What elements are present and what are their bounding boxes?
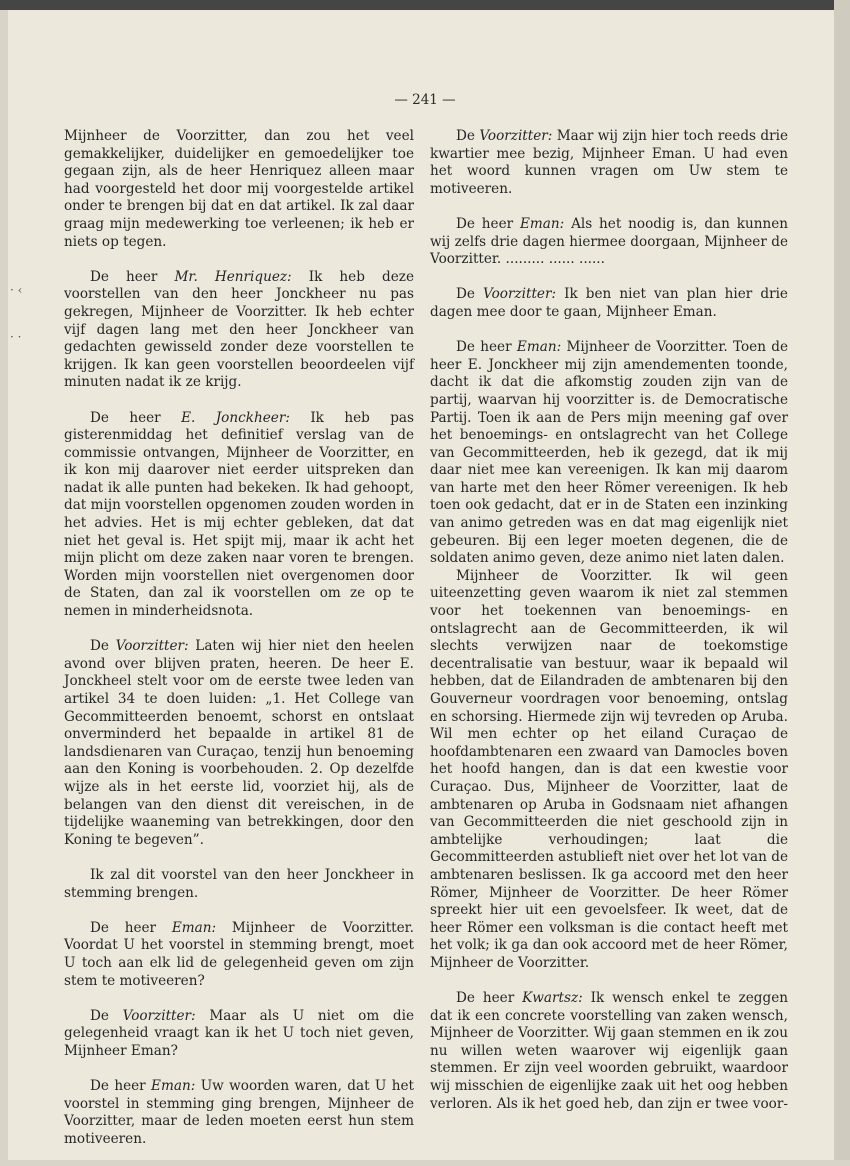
paragraph: De heer Eman: Als het noodig is, dan kunnen wij zelfs drie dagen hiermee doorgaan, Mijnheer de Voorzitter. ......... ...... ...... bbox=[430, 215, 789, 268]
speaker-name: Kwartsz: bbox=[522, 990, 583, 1007]
speaker-name: Voorzitter: bbox=[122, 1007, 196, 1024]
right-column bbox=[430, 128, 788, 1131]
paragraph: De heer E. Jonckheer: Ik heb pas gisterenmiddag het definitief verslag van de commissie ontvangen, Mijnheer de Voorzitter, en ik kon mij daarover niet eerder uitspreken dan nadat ik alle punten had bekeken. Ik had gehoopt, dat mijn voorstellen opgenomen zouden worden in het advies. Het is mij echter gebleken, dat dat niet het geval is. Het spijt mij, maar ik acht het mijn plicht om deze zaken naar voren te brengen. Worden mijn voorstellen niet overgenomen door de Staten, dan zal ik voorstellen om ze op te nemen in minderheidsnota. bbox=[64, 409, 414, 620]
speaker-name: Voorzitter: bbox=[115, 638, 189, 655]
speaker-name: Eman: bbox=[516, 339, 562, 356]
paragraph: Mijnheer de Voorzitter. Ik wil geen uiteenzetting geven waarom ik niet zal stemmen voor het toekennen van benoemings- en ontslagrecht aan de Gecommitteerden, ik wil slechts verwijzen naar de toekomstige decentralisatie van bestuur, waar ik bepaald wil hebben, dat de Eilandraden de ambtenaren bij den Gouverneur voordragen voor benoeming, ontslag en schorsing. Hiermede zijn wij tevreden op Aruba. Wil men echter op het eiland Curaçao de hoofdambtenaren een zwaard van Damocles boven het hoofd hangen, dan is dat een kwestie voor Curaçao. Dus, Mijnheer de Voorzitter, laat de ambtenaren op Aruba in Godsnaam niet afhangen van Gecommitteerden die niet geschoold zijn in ambtelijke verhoudingen; laat die Gecommitteerden astublieft niet over het lot van de ambtenaren beslissen. Ik ga accoord met den heer Römer, Mijnheer de Voorzitter. De heer Römer spreekt hier uit een gevoelsfeer. Ik weet, dat de heer Römer een volksman is die contact heeft met het volk; ik ga dan ook accoord met de heer Römer, Mijnheer de Voorzitter. bbox=[430, 567, 788, 971]
speaker-name: Voorzitter: bbox=[479, 128, 553, 144]
left-column bbox=[64, 128, 414, 1166]
speaker-name: Voorzitter: bbox=[483, 286, 557, 303]
scan-right-edge bbox=[834, 0, 850, 1160]
speaker-name: Eman: bbox=[151, 1078, 196, 1095]
paragraph: De heer Mr. Henriquez: Ik heb deze voorstellen van den heer Jonckheer nu pas gekregen, Mijnheer de Voorzitter. Ik heb echter vijf dagen lang met den heer Jonckheer van gedachten gewisseld zonder deze voorstellen te krijgen. Ik kan geen voorstellen beoordeelen vijf minuten nadat ik ze krijg. bbox=[64, 268, 414, 391]
speaker-name: Mr. Henriquez: bbox=[174, 268, 292, 285]
scan-top-band bbox=[0, 0, 850, 10]
margin-speck: · · bbox=[10, 330, 22, 344]
paragraph: De heer Eman: Mijnheer de Voorzitter. Voordat U het voorstel in stemming brengt, moet U toch aan elk lid de gelegenheid geven om zijn stem te motiveeren? bbox=[64, 919, 414, 989]
speaker-name: Eman: bbox=[171, 919, 217, 936]
paragraph: De Voorzitter: Ik ben niet van plan hier drie dagen mee door te gaan, Mijnheer Eman. bbox=[430, 286, 788, 320]
paragraph: De heer Eman: Mijnheer de Voorzitter. Toen de heer E. Jonckheer mij zijn amendementen toonde, dacht ik dat die afkomstig zouden zijn van de partij, waarvan hij voorzitter is. de Democratische Partij. Toen ik aan de Pers mijn meening gaf over het benoemings- en ontslagrecht van het College van Gecommitteerden, heb ik gezegd, dat ik mij daar niet mee kan vereenigen. Ik kan mij daarom van harte met den heer Römer vereenigen. Ik heb toen ook gedacht, dat er in de Staten een inzinking van animo getreden was en dat mag eigenlijk niet gebeuren. Bij een leger moeten degenen, die de soldaten animo geven, deze animo niet laten dalen. bbox=[430, 339, 789, 567]
paragraph: Mijnheer de Voorzitter, dan zou het veel gemakkelijker, duidelijker en gemoedelijker toe gegaan zijn, als de heer Henriquez alleen maar had voorgesteld het door mij voorgestelde artikel onder te brengen bij dat en dat artikel. Ik zal daar graag mijn medewerking toe verleenen; ik heb er niets op tegen. bbox=[64, 128, 414, 250]
speaker-name: E. Jonckheer: bbox=[181, 409, 290, 426]
paragraph: De heer Kwartsz: Ik wensch enkel te zeggen dat ik een concrete voorstelling van zaken wensch, Mijnheer de Voorzitter. Wij gaan stemmen en ik zou nu willen weten waarover wij eigenlijk gaan stemmen. Er zijn veel woorden gebruikt, waardoor wij misschien de eigenlijke zaak uit het oog hebben verloren. Als ik het goed heb, dan zijn er twee voor- bbox=[430, 990, 788, 1112]
margin-speck: · ‹ bbox=[10, 283, 23, 297]
page-number: — 241 — bbox=[394, 92, 456, 108]
speaker-name: Eman: bbox=[519, 215, 565, 232]
paragraph: De heer Eman: Uw woorden waren, dat U het voorstel in stemming ging brengen, Mijnheer de Voorzitter, maar de leden moeten eerst hun stem motiveeren. bbox=[64, 1078, 414, 1147]
paragraph: De Voorzitter: Laten wij hier niet den heelen avond over blijven praten, heeren. De heer E. Jonckheel stelt voor om de eerste twee leden van artikel 34 te doen luiden: „1. Het College van Gecommitteerden benoemt, schorst en ontslaat onverminderd het bepaalde in artikel 81 de landsdienaren van Curaçao, tenzij hun benoeming aan den Koning is voorbehouden. 2. Op dezelfde wijze als in het eerste lid, voorziet hij, als de belangen van den dienst dit vereischen, in de tijdelijke waaneming van betrekkingen, door den Koning te begeven”. bbox=[64, 638, 414, 848]
paragraph: De Voorzitter: Maar wij zijn hier toch reeds drie kwartier mee bezig, Mijnheer Eman. U had even het woord kunnen vragen om Uw stem te motiveeren. bbox=[430, 128, 788, 197]
paragraph: De Voorzitter: Maar als U niet om die gelegenheid vraagt kan ik het U toch niet geven, Mijnheer Eman? bbox=[64, 1007, 414, 1059]
paragraph: Ik zal dit voorstel van den heer Jonckheer in stemming brengen. bbox=[64, 866, 414, 901]
